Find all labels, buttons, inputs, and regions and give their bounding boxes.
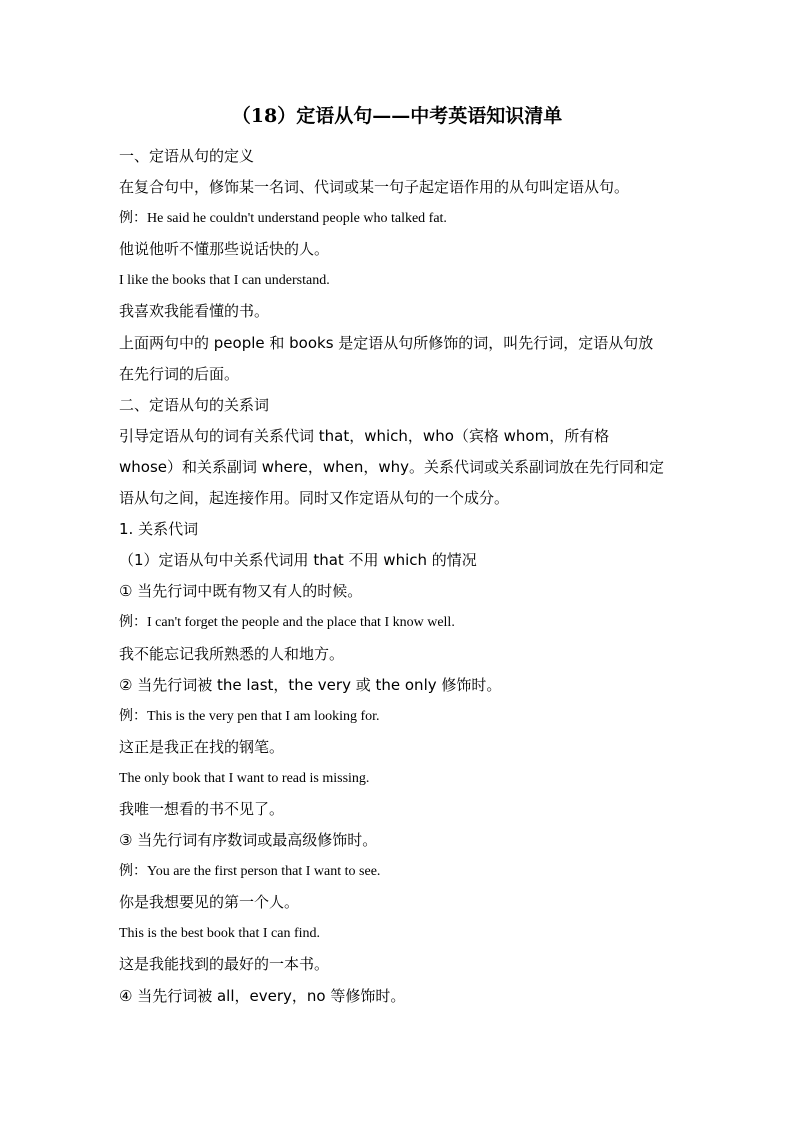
text-line: ④ 当先行词被 all，every，no 等修饰时。 [119, 986, 406, 1005]
text-line: 例：This is the very pen that I am looking for. [119, 708, 380, 724]
text-line: 这是我能找到的最好的一本书。 [119, 955, 330, 974]
text-line: 他说他听不懂那些说话快的人。 [119, 240, 330, 259]
text-line: 你是我想要见的第一个人。 [119, 893, 300, 912]
text-line: 在先行词的后面。 [119, 364, 240, 383]
text-line: 这正是我正在找的钢笔。 [119, 737, 285, 756]
text-line: ① 当先行词中既有物又有人的时候。 [119, 582, 363, 601]
text-line: I like the books that I can understand. [119, 273, 330, 289]
page-title: （18）定语从句——中考英语知识清单 [231, 105, 563, 127]
text-line: 引导定语从句的词有关系代词 that，which，who（宾格 whom，所有格 [119, 426, 610, 445]
document-body [119, 141, 679, 1012]
text-line: 语从句之间，起连接作用。同时又作定语从句的一个成分。 [119, 489, 510, 508]
text-line: ② 当先行词被 the last，the very 或 the only 修饰时。 [119, 675, 502, 694]
text-line: whose）和关系副词 where，when，why。关系代词或关系副词放在先行同和定 [119, 457, 664, 476]
text-line: （1）定语从句中关系代词用 that 不用 which 的情况 [119, 551, 477, 570]
text-line: 1. 关系代词 [119, 520, 199, 539]
text-line: 二、定语从句的关系词 [119, 395, 270, 414]
text-line: 我唯一想看的书不见了。 [119, 799, 285, 818]
text-line: 我不能忘记我所熟悉的人和地方。 [119, 644, 345, 663]
text-line: 例：You are the first person that I want to see. [119, 864, 381, 880]
text-line: 一、定语从句的定义 [119, 147, 255, 165]
text-line: 例：I can't forget the people and the place that I know well. [119, 615, 455, 631]
text-line: 我喜欢我能看懂的书。 [119, 302, 270, 321]
text-line: 例：He said he couldn't understand people who talked fat. [119, 211, 447, 227]
text-line: This is the best book that I can find. [119, 926, 321, 942]
text-line: 在复合句中，修饰某一名词、代词或某一句子起定语作用的从句叫定语从句。 [119, 178, 630, 197]
text-line: ③ 当先行词有序数词或最高级修饰时。 [119, 831, 378, 850]
text-line: 上面两句中的 people 和 books 是定语从句所修饰的词，叫先行词，定语从句放 [119, 333, 654, 352]
text-line: The only book that I want to read is missing. [119, 770, 370, 786]
